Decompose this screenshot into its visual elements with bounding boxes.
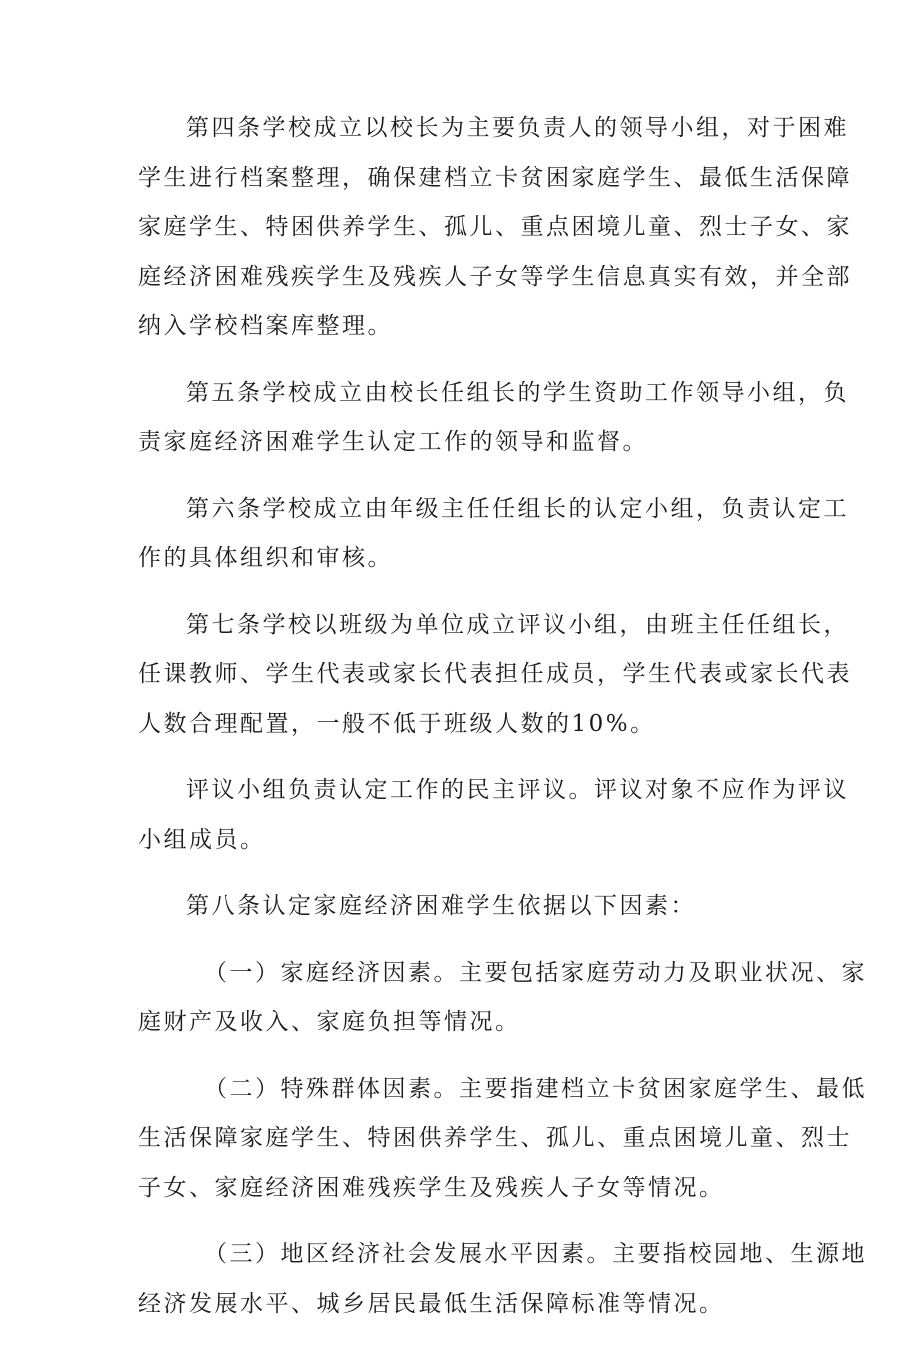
text-line: 学生进行档案整理，确保建档立卡贫困家庭学生、最低生活保障 (138, 164, 852, 191)
paragraph-factor-1 (138, 949, 867, 1048)
text-line: 任课教师、学生代表或家长代表担任成员，学生代表或家长代表 (138, 661, 852, 687)
paragraph-article-6 (138, 485, 849, 584)
document-body (138, 104, 867, 1346)
text-line: 小组成员。 (138, 826, 266, 853)
paragraph-review-group (138, 766, 849, 865)
text-line: 子女、家庭经济困难残疾学生及残疾人子女等情况。 (138, 1174, 725, 1201)
text-line: 家庭学生、特困供养学生、孤儿、重点困境儿童、烈士子女、家 (138, 214, 852, 240)
paragraph-factor-3 (138, 1230, 867, 1329)
text-line: 庭经济困难残疾学生及残疾人子女等学生信息真实有效，并全部 (138, 263, 852, 290)
text-line: （二）特殊群体因素。主要指建档立卡贫困家庭学生、最低 (204, 1075, 867, 1102)
text-line: 第五条学校成立由校长任组长的学生资助工作领导小组，负 (186, 379, 849, 406)
text-line: 作的具体组织和审核。 (138, 545, 393, 571)
text-line: 评议小组负责认定工作的民主评议。评议对象不应作为评议 (186, 777, 849, 803)
text-line: 生活保障家庭学生、特困供养学生、孤儿、重点困境儿童、烈士 (138, 1125, 852, 1151)
paragraph-factor-2 (138, 1065, 867, 1214)
paragraph-article-4 (138, 104, 852, 352)
text-line: 第八条认定家庭经济困难学生依据以下因素： (186, 893, 696, 919)
text-line: （一）家庭经济因素。主要包括家庭劳动力及职业状况、家 (204, 959, 867, 986)
text-line: 庭财产及收入、家庭负担等情况。 (138, 1009, 521, 1035)
paragraph-article-8 (138, 882, 786, 932)
paragraph-article-7 (138, 601, 852, 750)
text-line: （三）地区经济社会发展水平因素。主要指校园地、生源地 (204, 1241, 867, 1267)
text-line: 第四条学校成立以校长为主要负责人的领导小组，对于困难 (186, 115, 849, 141)
text-line: 人数合理配置，一般不低于班级人数的10%。 (138, 710, 656, 737)
text-line: 经济发展水平、城乡居民最低生活保障标准等情况。 (138, 1290, 725, 1317)
text-line: 第七条学校以班级为单位成立评议小组，由班主任任组长， (186, 611, 849, 638)
text-line: 责家庭经济困难学生认定工作的领导和监督。 (138, 429, 648, 455)
text-line: 第六条学校成立由年级主任任组长的认定小组，负责认定工 (186, 495, 849, 522)
paragraph-article-5 (138, 369, 849, 468)
text-line: 纳入学校档案库整理。 (138, 313, 393, 339)
